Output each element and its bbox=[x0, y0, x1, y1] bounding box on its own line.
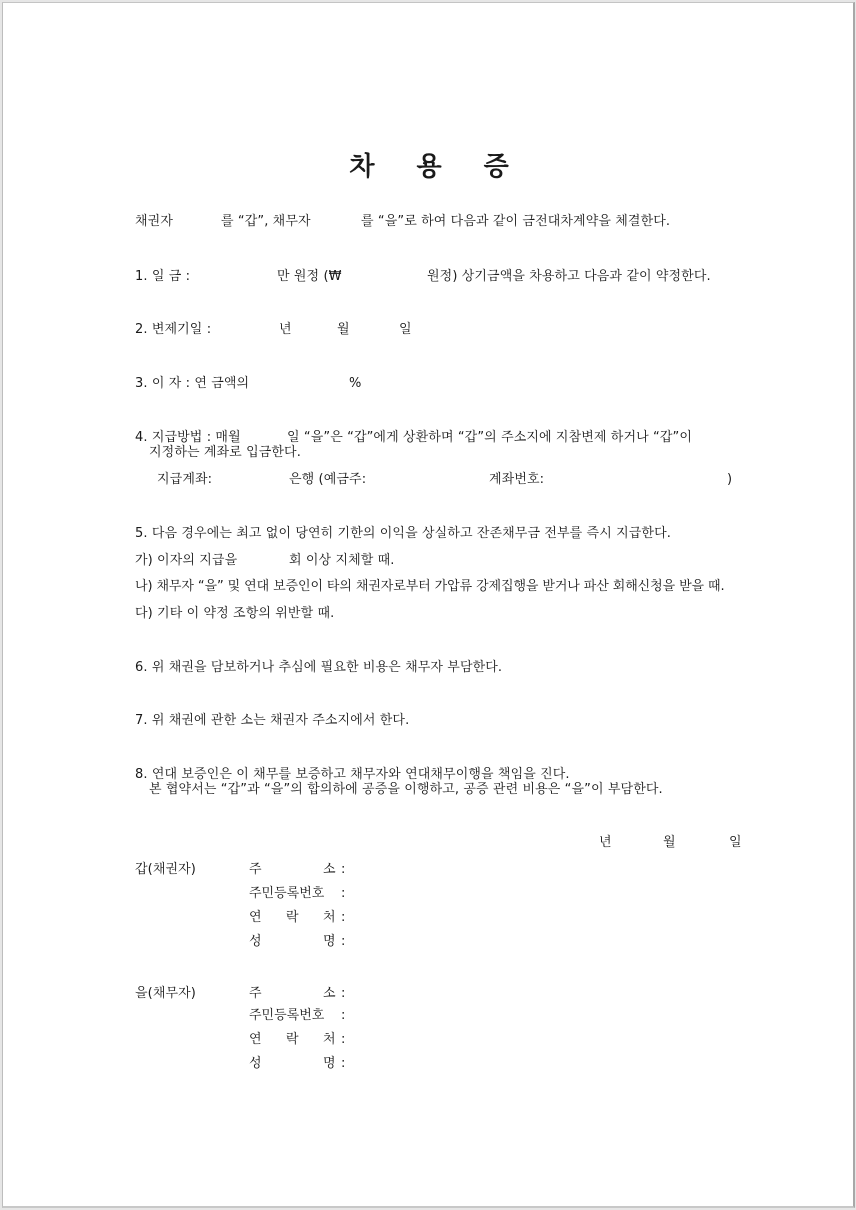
date-year: 년 bbox=[599, 835, 612, 850]
clause-1-rest: 원정) 상기금액을 차용하고 다음과 같이 약정한다. bbox=[427, 269, 711, 284]
clause-5-item-a: 가) 이자의 지급을 bbox=[135, 553, 238, 568]
clause-3-label: 3. 이 자 : 연 금액의 bbox=[135, 376, 250, 391]
clause-2-label: 2. 변제기일 : bbox=[135, 322, 212, 337]
clause-4-bank: 은행 (예금주: bbox=[289, 472, 367, 487]
debtor-name-c3: 명 bbox=[323, 1056, 336, 1071]
clause-5-line: 5. 다음 경우에는 최고 없이 당연히 기한의 이익을 상실하고 잔존채무금 전부를 즉시 지급한다. bbox=[135, 526, 671, 541]
creditor-name-c1: 성 bbox=[249, 934, 262, 949]
clause-3-percent: % bbox=[349, 376, 362, 391]
clause-4-account-no: 계좌번호: bbox=[489, 472, 545, 487]
debtor-contact-c3: 처 bbox=[323, 1032, 336, 1047]
debtor-address-c1: 주 bbox=[249, 986, 262, 1001]
creditor-address-c1: 주 bbox=[249, 862, 262, 877]
creditor-name-c3: 명 bbox=[323, 934, 336, 949]
creditor-rrn-label: 주민등록번호 bbox=[249, 886, 325, 901]
clause-4-label: 4. 지급방법 : 매월 bbox=[135, 430, 241, 445]
clause-5-item-a-rest: 회 이상 지체할 때. bbox=[289, 553, 395, 568]
creditor-contact-c2: 락 bbox=[286, 910, 299, 925]
clause-1-man-won: 만 원정 (₩ bbox=[277, 269, 342, 284]
clause-4-account-label: 지급계좌: bbox=[157, 472, 213, 487]
clause-4-line1: 일 “을”은 “갑”에게 상환하며 “갑”의 주소지에 지참변제 하거나 “갑”이 bbox=[287, 430, 692, 445]
title-char: 증 bbox=[483, 152, 509, 182]
clause-7: 7. 위 채권에 관한 소는 채권자 주소지에서 한다. bbox=[135, 713, 410, 728]
date-day: 일 bbox=[729, 835, 742, 850]
creditor-contact-colon: : bbox=[341, 910, 346, 925]
title-char: 차 bbox=[349, 152, 375, 182]
debtor-contact-colon: : bbox=[341, 1032, 346, 1047]
creditor-address-colon: : bbox=[341, 862, 346, 877]
debtor-address-colon: : bbox=[341, 986, 346, 1001]
clause-1-label: 1. 일 금 : bbox=[135, 269, 191, 284]
debtor-name-c1: 성 bbox=[249, 1056, 262, 1071]
date-month: 월 bbox=[663, 835, 676, 850]
clause-6: 6. 위 채권을 담보하거나 추심에 필요한 비용은 채무자 부담한다. bbox=[135, 660, 503, 675]
debtor-rrn-label: 주민등록번호 bbox=[249, 1008, 325, 1023]
intro-part3: 를 “을”로 하여 다음과 같이 금전대차계약을 체결한다. bbox=[361, 214, 671, 229]
party-debtor-label: 을(채무자) bbox=[135, 986, 196, 1001]
clause-2-year: 년 bbox=[279, 322, 292, 337]
clause-8-line2: 본 협약서는 “갑”과 “을”의 합의하에 공증을 이행하고, 공증 관련 비용은 “을”이 부담한다. bbox=[149, 782, 663, 797]
creditor-contact-c3: 처 bbox=[323, 910, 336, 925]
clause-4-close-paren: ) bbox=[727, 472, 733, 487]
creditor-contact-c1: 연 bbox=[249, 910, 262, 925]
clause-5-item-c: 다) 기타 이 약정 조항의 위반할 때. bbox=[135, 606, 335, 621]
debtor-address-c3: 소 bbox=[323, 986, 336, 1001]
intro-creditor: 채권자 bbox=[135, 214, 173, 229]
clause-2-day: 일 bbox=[399, 322, 412, 337]
creditor-name-colon: : bbox=[341, 934, 346, 949]
debtor-rrn-colon: : bbox=[341, 1008, 346, 1023]
document-title bbox=[3, 151, 855, 183]
clause-8-line1: 8. 연대 보증인은 이 채무를 보증하고 채무자와 연대채무이행을 책임을 진다. bbox=[135, 767, 570, 782]
document-page bbox=[2, 2, 855, 1208]
debtor-name-colon: : bbox=[341, 1056, 346, 1071]
title-char: 용 bbox=[416, 152, 442, 182]
debtor-contact-c1: 연 bbox=[249, 1032, 262, 1047]
creditor-address-c3: 소 bbox=[323, 862, 336, 877]
clause-4-line2: 지정하는 계좌로 입금한다. bbox=[149, 445, 301, 460]
intro-part2: 를 “갑”, 채무자 bbox=[221, 214, 311, 229]
creditor-rrn-colon: : bbox=[341, 886, 346, 901]
party-creditor-label: 갑(채권자) bbox=[135, 862, 196, 877]
debtor-contact-c2: 락 bbox=[286, 1032, 299, 1047]
clause-2-month: 월 bbox=[337, 322, 350, 337]
clause-5-item-b: 나) 채무자 “을” 및 연대 보증인이 타의 채권자로부터 가압류 강제집행을 받거나 파산 회해신청을 받을 때. bbox=[135, 579, 725, 594]
